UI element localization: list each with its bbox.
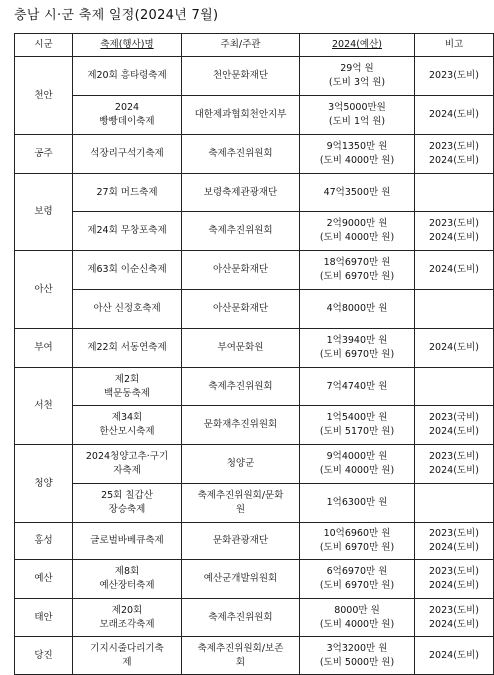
region-cell: 당진 [15, 637, 73, 675]
host-cell-line: 축제추진위원회 [208, 611, 273, 623]
festival-name-cell [73, 290, 182, 329]
budget-cell [300, 445, 415, 484]
budget-cell-line: (도비 4000만 원) [319, 465, 395, 476]
festival-table [14, 33, 494, 675]
note-cell [415, 57, 494, 96]
host-cell-line: 원 [235, 504, 246, 515]
festival-name-cell [73, 174, 182, 212]
host-cell [182, 484, 300, 523]
festival-name-cell [73, 251, 182, 290]
festival-name-cell-line: 제8회 [114, 566, 140, 577]
note-cell [415, 406, 494, 445]
table-header-row [15, 34, 494, 57]
note-cell [415, 445, 494, 484]
region-cell: 부여 [15, 329, 73, 368]
note-cell [415, 599, 494, 637]
host-cell [182, 251, 300, 290]
host-cell [182, 212, 300, 251]
budget-cell-line: (도비 6970만 원) [319, 349, 395, 360]
header-region: 시군 [15, 34, 73, 57]
note-cell-line: 2024(도비) [429, 465, 479, 476]
table-row [15, 251, 494, 290]
note-cell-line: 2024(도비) [429, 155, 479, 166]
budget-cell-line: (도비 4000만 원) [319, 618, 395, 630]
festival-name-cell [73, 135, 182, 174]
host-cell-line: 청양군 [226, 458, 255, 469]
note-cell [415, 212, 494, 251]
note-cell-line: 2023(도비) [429, 528, 479, 539]
note-cell [415, 637, 494, 675]
note-cell-line: 2024(도비) [429, 342, 479, 353]
festival-name-cell [73, 599, 182, 637]
host-cell-line: 보령축제관광재단 [203, 186, 278, 198]
host-cell-line: 문화관광재단 [212, 535, 269, 546]
table-row [15, 637, 494, 675]
budget-cell-line: (도비 4000만 원) [319, 155, 395, 166]
table-row [15, 57, 494, 96]
table-row [15, 406, 494, 445]
note-cell-line: 2023(도비) [429, 566, 479, 577]
budget-cell [300, 57, 415, 96]
note-cell-line: 2024(도비) [429, 542, 479, 553]
budget-cell-line: (도비 6970만 원) [319, 580, 395, 591]
note-cell [415, 560, 494, 599]
budget-cell [300, 560, 415, 599]
host-cell [182, 406, 300, 445]
festival-name-cell-line: 제 [122, 656, 132, 668]
host-cell [182, 329, 300, 368]
note-cell [415, 174, 494, 212]
table-row [15, 599, 494, 637]
festival-name-cell-line: 기지시줄다리기축 [90, 642, 164, 654]
host-cell-line: 예산군개발위원회 [203, 573, 278, 584]
note-cell [415, 135, 494, 174]
note-cell [415, 290, 494, 329]
budget-cell [300, 637, 415, 675]
table-row [15, 96, 494, 135]
host-cell-line: 대한제과협회천안지부 [194, 109, 287, 120]
host-cell-line: 문화재추진위원회 [203, 419, 278, 430]
budget-cell [300, 174, 415, 212]
festival-name-cell [73, 212, 182, 251]
festival-name-cell-line: 글로벌바베큐축제 [90, 535, 164, 546]
host-cell-line: 아산문화재단 [212, 264, 269, 275]
budget-cell [300, 406, 415, 445]
festival-name-cell [73, 637, 182, 675]
budget-cell-line: 1억5400만 원 [326, 412, 388, 423]
table-row [15, 484, 494, 523]
budget-cell-line: 3억5000만원 [328, 102, 386, 113]
festival-name-cell-line: 빵빵데이축제 [99, 116, 155, 127]
region-cell: 아산 [15, 251, 73, 329]
budget-cell-line: (도비 4000만 원) [319, 232, 395, 243]
host-cell [182, 523, 300, 560]
header-note: 비고 [415, 34, 494, 57]
festival-name-cell-line: 2024 [114, 102, 140, 113]
host-cell-line: 천안문화재단 [212, 70, 269, 81]
host-cell [182, 96, 300, 135]
region-cell: 천안 [15, 57, 73, 135]
host-cell [182, 135, 300, 174]
budget-cell [300, 96, 415, 135]
festival-name-cell [73, 406, 182, 445]
budget-cell-line: (도비 3억 원) [328, 77, 386, 88]
host-cell [182, 174, 300, 212]
budget-cell [300, 484, 415, 523]
host-cell-line: 축제추진위원회 [208, 225, 273, 236]
budget-cell [300, 212, 415, 251]
host-cell [182, 290, 300, 329]
budget-cell-line: 29억 원 [340, 63, 374, 74]
host-cell [182, 560, 300, 599]
note-cell-line: 2024(도비) [429, 618, 479, 630]
region-cell: 공주 [15, 135, 73, 174]
budget-cell-line: 6억6970만 원 [326, 566, 388, 577]
table-row [15, 212, 494, 251]
region-cell: 서천 [15, 368, 73, 445]
table-row [15, 368, 494, 406]
host-cell [182, 368, 300, 406]
note-cell [415, 368, 494, 406]
festival-name-cell-line: 제2회 [114, 373, 140, 385]
festival-name-cell [73, 523, 182, 560]
budget-cell-line: (도비 6970만 원) [319, 542, 395, 553]
festival-name-cell [73, 484, 182, 523]
budget-cell [300, 368, 415, 406]
host-cell [182, 445, 300, 484]
budget-cell-line: (도비 1억 원) [328, 116, 386, 127]
note-cell-line: 2023(도비) [429, 604, 479, 616]
note-cell [415, 96, 494, 135]
festival-name-cell [73, 57, 182, 96]
festival-name-cell-line: 제24회 무창포축제 [87, 225, 167, 236]
budget-cell-line: 10억6960만 원 [323, 528, 391, 539]
table-row [15, 329, 494, 368]
header-festival-name: 축제(행사)명 [73, 34, 182, 57]
page-title: 충남 시·군 축제 일정(2024년 7월) [14, 8, 219, 23]
note-cell-line: 2024(도비) [429, 649, 479, 661]
note-cell-line: 2024(도비) [429, 232, 479, 243]
festival-name-cell [73, 96, 182, 135]
festival-name-cell-line: 백문동축제 [104, 387, 150, 399]
festival-name-cell-line: 석장리구석기축제 [90, 148, 164, 159]
note-cell-line: 2023(국비) [429, 412, 479, 423]
festival-name-cell-line: 25회 칠갑산 [101, 490, 153, 501]
budget-cell-line: 47억3500만 원 [323, 186, 391, 198]
budget-cell-line: (도비 5170만 원) [319, 426, 395, 437]
table-row [15, 290, 494, 329]
festival-name-cell-line: 모래조각축제 [99, 618, 155, 630]
host-cell [182, 599, 300, 637]
budget-cell-line: (도비 5000만 원) [319, 656, 395, 668]
festival-name-cell-line: 아산 신정호축제 [93, 303, 161, 314]
budget-cell [300, 599, 415, 637]
budget-cell-line: (도비 6970만 원) [319, 271, 395, 282]
festival-name-cell-line: 제20회 [111, 604, 143, 616]
festival-name-cell [73, 329, 182, 368]
budget-cell-line: 8000만 원 [334, 604, 380, 616]
note-cell-line: 2023(도비) [429, 141, 479, 152]
budget-cell-line: 2억9000만 원 [326, 218, 388, 229]
region-cell: 예산 [15, 560, 73, 599]
host-cell-line: 축제추진위원회/보존 [197, 642, 284, 654]
budget-cell-line: 4억8000만 원 [326, 303, 388, 314]
table-row [15, 174, 494, 212]
note-cell-line: 2024(도비) [429, 264, 479, 275]
host-cell-line: 축제추진위원회 [208, 148, 273, 159]
note-cell [415, 523, 494, 560]
host-cell-line: 아산문화재단 [212, 303, 269, 314]
festival-name-cell [73, 560, 182, 599]
note-cell [415, 329, 494, 368]
festival-name-cell-line: 제22회 서동연축제 [87, 342, 167, 353]
note-cell-line: 2024(도비) [429, 426, 479, 437]
header-host: 주최/주관 [182, 34, 300, 57]
budget-cell [300, 135, 415, 174]
note-cell-line: 2023(도비) [429, 451, 479, 462]
budget-cell [300, 251, 415, 290]
budget-cell-line: 7억4740만 원 [326, 380, 388, 392]
host-cell-line: 축제추진위원회/문화 [197, 490, 284, 501]
region-cell: 보령 [15, 174, 73, 251]
budget-cell-line: 9억4000만 원 [326, 451, 388, 462]
festival-name-cell-line: 예산장터축제 [99, 580, 155, 591]
festival-name-cell-line: 한산모시축제 [99, 426, 155, 437]
header-budget: 2024(예산) [300, 34, 415, 57]
festival-name-cell-line: 자축제 [113, 465, 141, 476]
host-cell [182, 57, 300, 96]
note-cell-line: 2024(도비) [429, 580, 479, 591]
table-row [15, 445, 494, 484]
note-cell-line: 2024(도비) [429, 109, 479, 120]
budget-cell-line: 18억6970만 원 [323, 257, 391, 268]
host-cell [182, 637, 300, 675]
table-row [15, 560, 494, 599]
host-cell-line: 회 [235, 656, 246, 668]
budget-cell [300, 523, 415, 560]
table-row [15, 135, 494, 174]
budget-cell-line: 1억6300만 원 [326, 497, 388, 508]
note-cell-line: 2023(도비) [429, 218, 479, 229]
festival-name-cell [73, 445, 182, 484]
region-cell: 홍성 [15, 523, 73, 560]
budget-cell-line: 1억3940만 원 [326, 335, 388, 346]
festival-name-cell-line: 제20회 흥타령축제 [87, 70, 167, 81]
host-cell-line: 부여문화원 [217, 342, 264, 353]
budget-cell-line: 3억3200만 원 [326, 642, 388, 654]
budget-cell [300, 329, 415, 368]
region-cell: 청양 [15, 445, 73, 523]
festival-name-cell-line: 제63회 이순신축제 [87, 264, 167, 275]
region-cell: 태안 [15, 599, 73, 637]
note-cell [415, 484, 494, 523]
festival-name-cell [73, 368, 182, 406]
festival-name-cell-line: 제34회 [111, 412, 143, 423]
budget-cell-line: 9억1350만 원 [326, 141, 388, 152]
note-cell [415, 251, 494, 290]
festival-name-cell-line: 2024청양고추·구기 [85, 451, 169, 462]
budget-cell [300, 290, 415, 329]
table-body [15, 57, 494, 675]
festival-name-cell-line: 27회 머드축제 [96, 186, 158, 198]
host-cell-line: 축제추진위원회 [208, 380, 273, 392]
table-row [15, 523, 494, 560]
festival-name-cell-line: 장승축제 [108, 504, 146, 515]
note-cell-line: 2023(도비) [429, 70, 479, 81]
